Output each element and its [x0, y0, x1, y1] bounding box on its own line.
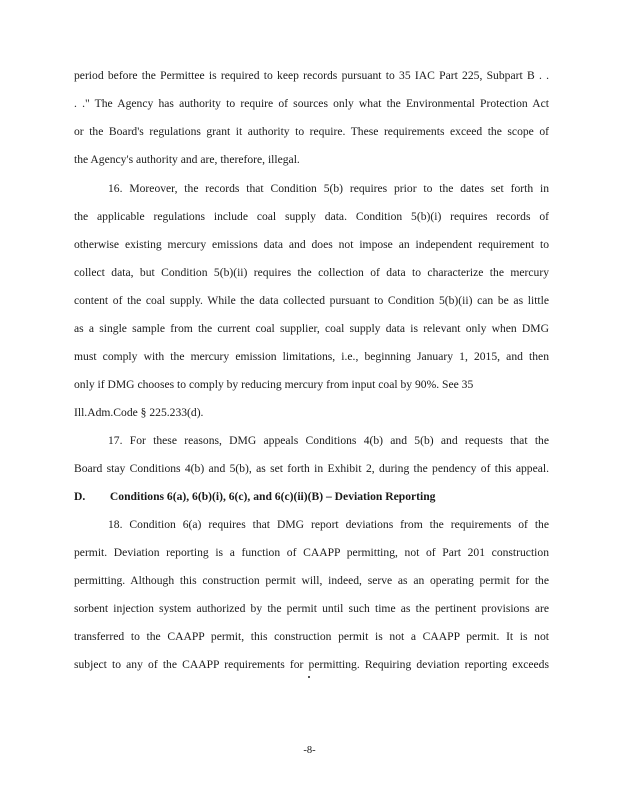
- section-heading: [74, 490, 549, 504]
- body-line: period before the Permittee is required to keep records pursuant to 35 IAC Part 225, Subpart B . .: [74, 69, 549, 82]
- section-label: D.: [74, 490, 86, 503]
- paragraph-17-first-line: 17. For these reasons, DMG appeals Conditions 4(b) and 5(b) and requests that the: [108, 434, 549, 447]
- body-line: as a single sample from the current coal supplier, coal supply data is relevant only when DMG: [74, 322, 549, 335]
- body-line: . ." The Agency has authority to require of sources only what the Environmental Protection Act: [74, 97, 549, 110]
- body-line: permit. Deviation reporting is a function of CAAPP permitting, not of Part 201 construction: [74, 546, 549, 559]
- page-number: -8-: [303, 745, 316, 756]
- body-line: transferred to the CAAPP permit, this construction permit is not a CAAPP permit. It is not: [74, 630, 549, 643]
- scan-speck: [308, 676, 310, 678]
- body-line: only if DMG chooses to comply by reducing mercury from input coal by 90%. See 35: [74, 378, 474, 391]
- paragraph-18-first-line: 18. Condition 6(a) requires that DMG report deviations from the requirements of the: [108, 518, 549, 531]
- body-line: must comply with the mercury emission limitations, i.e., beginning January 1, 2015, and then: [74, 350, 549, 363]
- body-line: the applicable regulations include coal supply data. Condition 5(b)(i) requires records of: [74, 210, 549, 223]
- body-line: the Agency's authority and are, therefore, illegal.: [74, 153, 300, 166]
- body-line: Ill.Adm.Code § 225.233(d).: [74, 406, 204, 419]
- body-line: collect data, but Condition 5(b)(ii) requires the collection of data to characterize the mercury: [74, 266, 549, 279]
- body-line: content of the coal supply. While the data collected pursuant to Condition 5(b)(ii) can be as little: [74, 294, 549, 307]
- body-line: subject to any of the CAAPP requirements for permitting. Requiring deviation reporting exceeds: [74, 658, 549, 671]
- section-title: Conditions 6(a), 6(b)(i), 6(c), and 6(c)(ii)(B) – Deviation Reporting: [109, 490, 436, 503]
- body-line: Board stay Conditions 4(b) and 5(b), as set forth in Exhibit 2, during the pendency of this appeal.: [74, 462, 549, 475]
- body-line: permitting. Although this construction permit will, indeed, serve as an operating permit for the: [74, 574, 549, 587]
- body-line: otherwise existing mercury emissions data and does not impose an independent requirement to: [74, 238, 549, 251]
- paragraph-16-first-line: 16. Moreover, the records that Condition 5(b) requires prior to the dates set forth in: [108, 182, 549, 195]
- body-line: or the Board's regulations grant it authority to require. These requirements exceed the scope of: [74, 125, 549, 138]
- body-line: sorbent injection system authorized by the permit until such time as the pertinent provisions are: [74, 602, 549, 615]
